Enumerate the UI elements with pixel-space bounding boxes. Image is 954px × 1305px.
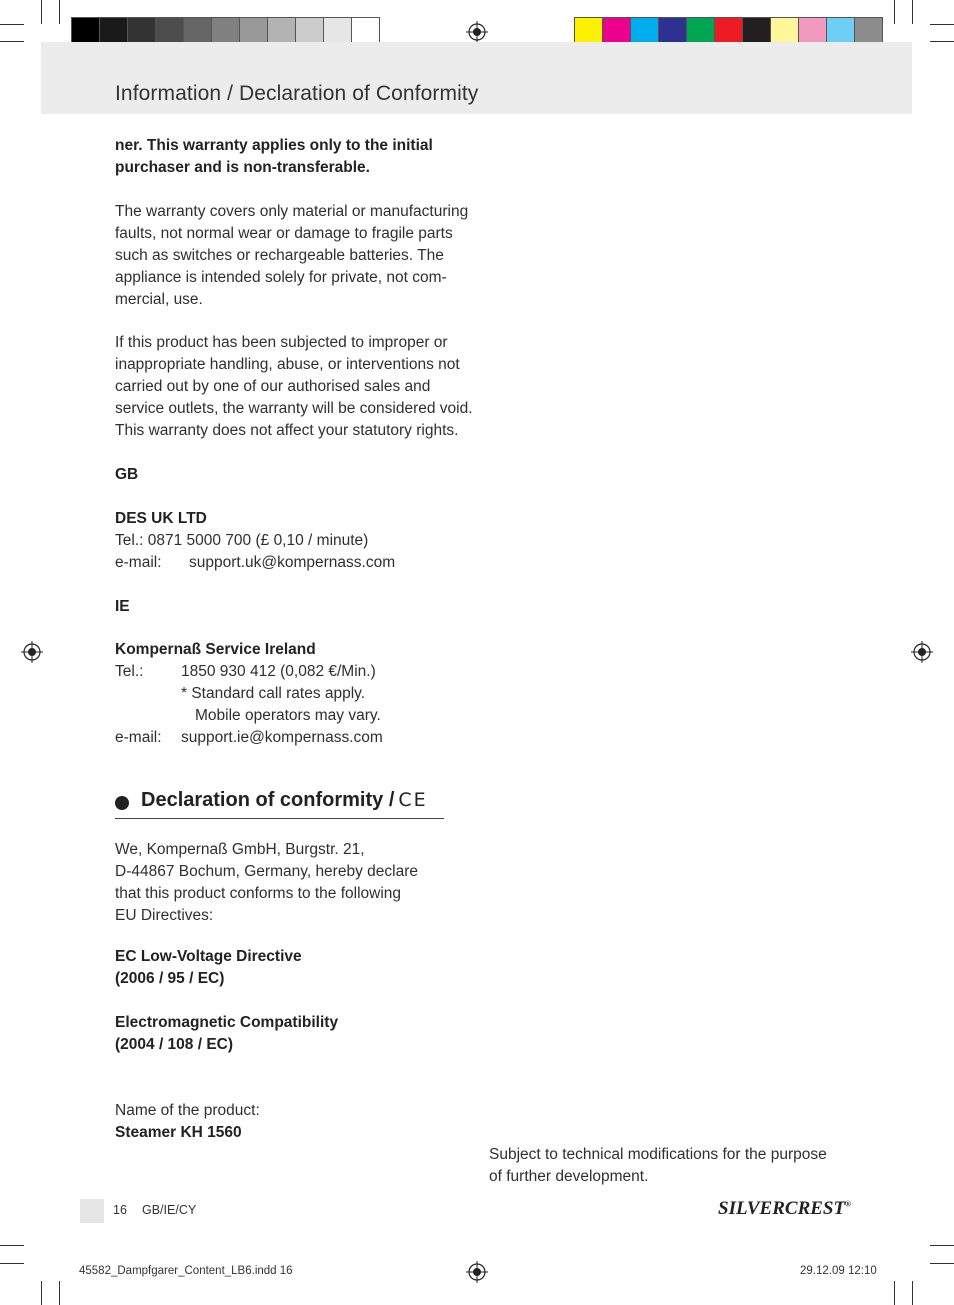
text-line: inappropriate handling, abuse, or interventions not [115, 356, 460, 373]
registration-mark-icon [21, 641, 43, 663]
page-number-box [80, 1199, 104, 1223]
text-line: The warranty covers only material or manufacturing [115, 203, 469, 220]
email-label: e-mail: [115, 554, 162, 571]
language-codes: GB/IE/CY [142, 1203, 197, 1217]
text-line: EU Directives: [115, 907, 214, 924]
registration-mark-icon [466, 1261, 488, 1283]
text-line: We, Kompernaß GmbH, Burgstr. 21, [115, 841, 365, 858]
text-line: service outlets, the warranty will be considered void. [115, 400, 473, 417]
gb-phone: Tel.: 0871 5000 700 (£ 0,10 / minute) [115, 532, 369, 549]
directive-low-voltage [115, 946, 302, 990]
crop-mark [0, 41, 24, 42]
crop-mark [912, 1281, 913, 1305]
gb-company: DES UK LTD [115, 510, 207, 527]
slug-date: 29.12.09 12:10 [800, 1265, 877, 1277]
ie-email-row [115, 727, 383, 749]
ie-phone: 1850 930 412 (0,082 €/Min.) [181, 663, 376, 680]
technical-modifications-note [489, 1144, 827, 1188]
warranty-intro: ner. This warranty applies only to the initial purchaser and is non-transferable. [115, 137, 433, 176]
product-name: Steamer KH 1560 [115, 1124, 242, 1141]
text-line: Electromagnetic Compatibility [115, 1014, 339, 1031]
warranty-paragraph-1 [115, 201, 468, 311]
registration-mark-icon [911, 641, 933, 663]
ie-phone-row [115, 661, 376, 683]
crop-mark [41, 0, 42, 24]
ce-mark-icon: CE [398, 789, 428, 811]
crop-mark [894, 1281, 895, 1305]
country-gb: GB [115, 466, 139, 483]
declaration-heading-text: Declaration of conformity / [141, 789, 395, 811]
text-line: carried out by one of our authorised sales and [115, 378, 431, 395]
registration-mark-icon [466, 21, 488, 43]
text-line: of further development. [489, 1168, 649, 1185]
text-line: that this product conforms to the following [115, 885, 402, 902]
gb-email-row [115, 552, 395, 574]
ie-note-2: Mobile operators may vary. [195, 707, 381, 724]
ie-note-1: * Standard call rates apply. [181, 685, 366, 702]
tel-label: Tel.: [115, 663, 144, 680]
heading-underline [115, 818, 444, 819]
bullet-icon [115, 796, 129, 810]
declaration-intro [115, 839, 418, 927]
crop-mark [894, 0, 895, 24]
directive-emc [115, 1012, 338, 1056]
product-label: Name of the product: [115, 1102, 260, 1119]
text-line: such as switches or rechargeable batteries. The [115, 247, 444, 264]
text-line: (2004 / 108 / EC) [115, 1036, 234, 1053]
page-title: Information / Declaration of Conformity [115, 82, 479, 105]
text-line: This warranty does not affect your statutory rights. [115, 422, 459, 439]
country-ie: IE [115, 598, 130, 615]
crop-mark [0, 1263, 24, 1264]
crop-mark [912, 0, 913, 24]
crop-mark [41, 1281, 42, 1305]
text-line: (2006 / 95 / EC) [115, 970, 225, 987]
text-line: EC Low-Voltage Directive [115, 948, 302, 965]
page-number: 16 [113, 1203, 127, 1217]
text-line: appliance is intended solely for private, not com- [115, 269, 447, 286]
text-line: Subject to technical modifications for the purpose [489, 1146, 827, 1163]
email-label: e-mail: [115, 729, 162, 746]
crop-mark [930, 41, 954, 42]
crop-mark [59, 0, 60, 24]
crop-mark [930, 1263, 954, 1264]
text-line: mercial, use. [115, 291, 203, 308]
logo-part-crest: CREST [784, 1198, 846, 1219]
ie-company: Kompernaß Service Ireland [115, 641, 316, 658]
text-line: faults, not normal wear or damage to fragile parts [115, 225, 453, 242]
gb-email[interactable]: support.uk@kompernass.com [189, 554, 396, 571]
silvercrest-logo [718, 1198, 851, 1220]
warranty-paragraph-2 [115, 332, 473, 442]
declaration-heading [141, 789, 428, 812]
crop-mark [0, 1245, 24, 1246]
text-line: D-44867 Bochum, Germany, hereby declare [115, 863, 418, 880]
slug-filename: 45582_Dampfgarer_Content_LB6.indd 16 [79, 1265, 293, 1277]
ie-email[interactable]: support.ie@kompernass.com [181, 729, 383, 746]
logo-part-silver: SILVER [718, 1198, 785, 1219]
crop-mark [930, 24, 954, 25]
crop-mark [59, 1281, 60, 1305]
crop-mark [930, 1245, 954, 1246]
crop-mark [0, 24, 24, 25]
text-line: If this product has been subjected to improper or [115, 334, 448, 351]
registered-mark: ® [845, 1199, 852, 1209]
